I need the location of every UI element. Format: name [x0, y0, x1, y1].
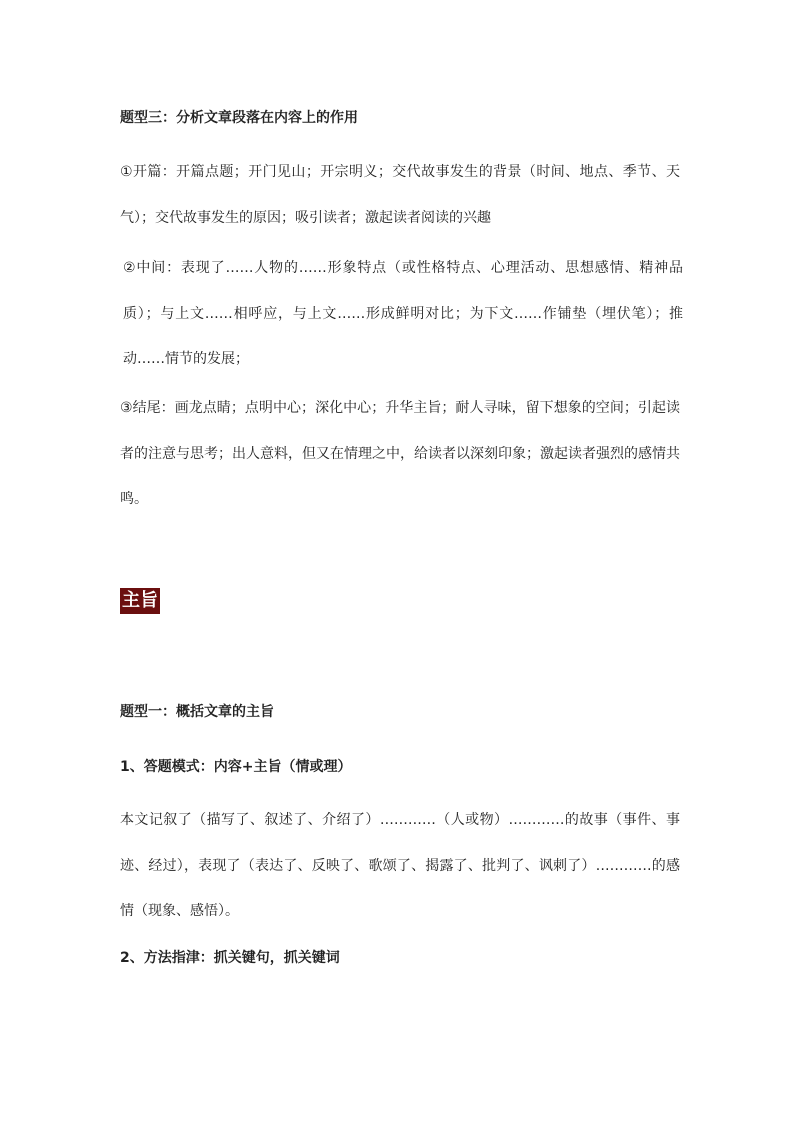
type1-heading: 题型一：概括文章的主旨 — [120, 704, 274, 720]
pattern-paragraph: 本文记叙了（描写了、叙述了、介绍了）…………（人或物）…………的故事（事件、事迹、经过），表现了（表达了、反映了、歌颂了、揭露了、批判了、讽刺了）…………的感情（现象、感悟）。 — [120, 812, 680, 919]
type3-heading: 题型三：分析文章段落在内容上的作用 — [120, 110, 358, 126]
middle-paragraph: ②中间：表现了……人物的……形象特点（或性格特点、心理活动、思想感情、精神品质）；与上文……相呼应，与上文……形成鲜明对比；为下文……作铺垫（埋伏笔）；推动……情节的发展； — [123, 260, 683, 367]
method-heading: 2、方法指津：抓关键句，抓关键词 — [120, 950, 340, 966]
opening-paragraph: ①开篇：开篇点题；开门见山；开宗明义；交代故事发生的背景（时间、地点、季节、天气）；交代故事发生的原因；吸引读者；激起读者阅读的兴趣 — [120, 164, 680, 226]
section-title-badge: 主旨 — [120, 588, 160, 614]
pattern-heading: 1、答题模式：内容+主旨（情或理） — [120, 759, 352, 775]
ending-paragraph: ③结尾：画龙点睛；点明中心；深化中心；升华主旨；耐人寻味，留下想象的空间；引起读者的注意与思考；出人意料，但又在情理之中，给读者以深刻印象；激起读者强烈的感情共鸣。 — [120, 400, 680, 507]
